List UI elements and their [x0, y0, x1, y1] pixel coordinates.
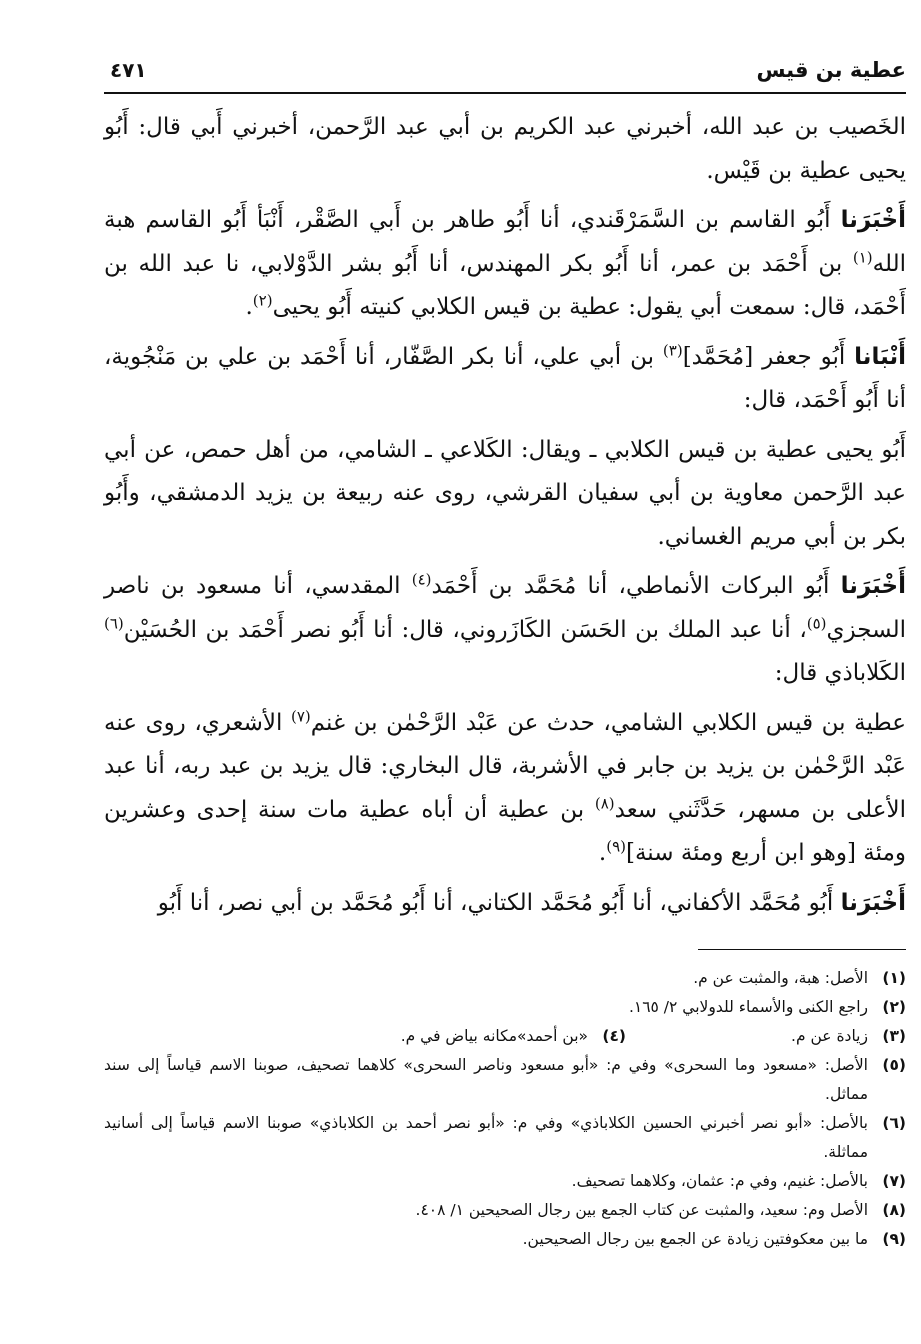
main-text — [104, 106, 906, 925]
running-title: عطية بن قيس — [756, 58, 906, 82]
footnote-3 — [626, 1022, 906, 1051]
footnote-text: الأصل: هبة، والمثبت عن م. — [693, 969, 868, 987]
footnote-text: الأصل وم: سعيد، والمثبت عن كتاب الجمع بين رجال الصحيحين ١/ ٤٠٨. — [415, 1201, 868, 1219]
isnad-keyword: أَخْبَرَنا — [840, 889, 906, 916]
isnad-keyword: أَخْبَرَنا — [840, 573, 907, 599]
text-run: الكَلاباذي قال: — [774, 660, 906, 686]
text-run: عطية بن قيس الكلابي الشامي، حدث عن عَبْد الرَّحْمٰن بن غنم — [310, 709, 906, 736]
running-header — [104, 52, 906, 94]
footnote-number: (٥) — [882, 1056, 906, 1074]
footnote-2 — [104, 993, 906, 1022]
text-run: أَبُو يحيى عطية بن قيس الكلابي ـ ويقال: الكَلاعي ـ الشامي، من أهل حمص، عن أبي عبد الرَّحمن معاوية بن أبي سفيان القرشي، روى عنه ربيعة بن يزيد الدمشقي، وأَبُو بكر بن أبي مريم الغساني. — [104, 436, 906, 550]
text-run: بن أَحْمَد بن عمر، أنا أَبُو بكر المهندس، أنا أَبُو بشر الدَّوْلابي، نا عبد الله بن أَحْمَد، قال: سمعت أبي يقول: عطية بن قيس الكلابي كنيته أَبُو يحيى — [104, 250, 906, 320]
paragraph — [104, 882, 906, 926]
text-run: بن عطية أن أباه عطية مات سنة إحدى وعشرين ومئة [وهو ابن أربع ومئة سنة] — [104, 796, 906, 866]
text-run: بن أبي علي، أنا بكر الصَّفّار، أنا أَحْمَد بن علي بن مَنْجُوية، أنا أَبُو أَحْمَد، قال: — [104, 343, 906, 413]
text-run: المقدسي، أنا مسعود بن ناصر السجزي — [104, 573, 906, 643]
footnote-divider — [698, 949, 906, 950]
footnote-text: راجع الكنى والأسماء للدولابي ٢/ ١٦٥. — [628, 998, 868, 1016]
footnote-number: (١) — [882, 969, 906, 987]
footnote-6 — [104, 1109, 906, 1167]
footnote-row-3-4 — [104, 1022, 906, 1051]
paragraph — [104, 106, 906, 193]
footnote-text: «بن أحمد»مكانه بياض في م. — [400, 1027, 588, 1045]
text-run: . — [598, 840, 607, 866]
footnote-marker: (٤) — [411, 570, 432, 589]
footnote-number: (٦) — [882, 1114, 906, 1132]
text-run: ، أنا عبد الملك بن الحَسَن الكَازَروني، قال: أنا أَبُو نصر أَحْمَد بن الحُسَيْن — [123, 616, 807, 643]
footnote-marker: (٧) — [290, 706, 311, 725]
footnote-marker: (٩) — [606, 837, 626, 856]
text-run: أَبُو القاسم بن السَّمَرْقَندي، أنا أَبُو طاهر بن أَبي الصَّقْر، أَنْبَأ أَبُو القاسم هبة الله — [104, 207, 906, 277]
paragraph — [104, 429, 906, 560]
page-number: ٤٧١ — [110, 58, 147, 82]
footnote-number: (٣) — [882, 1027, 906, 1045]
text-run: أَبُو مُحَمَّد الأكفاني، أنا أَبُو مُحَمَّد الكتاني، أنا أَبُو مُحَمَّد بن أبي نصر، أنا أَبُو — [157, 889, 841, 916]
footnote-number: (٢) — [882, 998, 906, 1016]
book-page — [104, 52, 906, 1322]
footnote-1 — [104, 964, 906, 993]
isnad-keyword: أَخْبَرَنا — [840, 207, 906, 233]
footnote-text: الأصل: «مسعود وما السحرى» وفي م: «أبو مسعود وناصر السحرى» كلاهما تصحيف، صوبنا الاسم قياساً إلى سند مماثل. — [104, 1056, 868, 1103]
paragraph — [104, 702, 906, 876]
footnote-text: ما بين معكوفتين زيادة عن الجمع بين رجال الصحيحين. — [522, 1230, 868, 1248]
footnote-marker: (٥) — [806, 613, 827, 632]
footnote-7 — [104, 1167, 906, 1196]
footnote-marker: (٣) — [662, 340, 683, 359]
footnote-8 — [104, 1196, 906, 1225]
footnote-number: (٧) — [882, 1172, 906, 1190]
footnote-text: بالأصل: غنيم، وفي م: عثمان، وكلاهما تصحيف. — [571, 1172, 868, 1190]
footnote-marker: (٦) — [104, 613, 124, 632]
footnote-number: (٩) — [882, 1230, 906, 1248]
text-run: . — [245, 294, 253, 320]
footnote-4 — [104, 1022, 626, 1051]
paragraph — [104, 336, 906, 423]
paragraph — [104, 565, 906, 696]
text-run: أَبُو البركات الأنماطي، أنا مُحَمَّد بن أَحْمَد — [431, 573, 841, 599]
footnotes — [104, 964, 906, 1254]
footnote-marker: (٨) — [594, 793, 615, 812]
isnad-keyword: أَنْبَانا — [854, 343, 906, 370]
footnote-marker: (١) — [852, 247, 873, 266]
footnote-5 — [104, 1051, 906, 1109]
footnote-number: (٨) — [882, 1201, 906, 1219]
paragraph — [104, 199, 906, 330]
footnote-number: (٤) — [602, 1027, 626, 1045]
text-run: أَبُو جعفر [مُحَمَّد] — [682, 343, 855, 370]
footnote-text: زيادة عن م. — [791, 1027, 868, 1045]
text-run: الخَصيب بن عبد الله، أخبرني عبد الكريم بن أبي عبد الرَّحمن، أخبرني أَبي قال: أَبُو يحيى عطية بن قَيْس. — [104, 114, 906, 184]
footnote-marker: (٢) — [252, 291, 273, 310]
footnote-text: بالأصل: «أبو نصر أخبرني الحسين الكلاباذي» وفي م: «أبو نصر أحمد بن الكلاباذي» صوبنا الاسم قياساً إلى أسانيد مماثلة. — [104, 1114, 868, 1161]
footnote-9 — [104, 1225, 906, 1254]
text-run: الأشعري، روى عنه عَبْد الرَّحْمٰن بن يزيد بن جابر في الأشربة، قال البخاري: قال يزيد بن عبد ربه، أنا عبد الأعلى بن مسهر، حَدَّثَني سعد — [104, 709, 907, 823]
